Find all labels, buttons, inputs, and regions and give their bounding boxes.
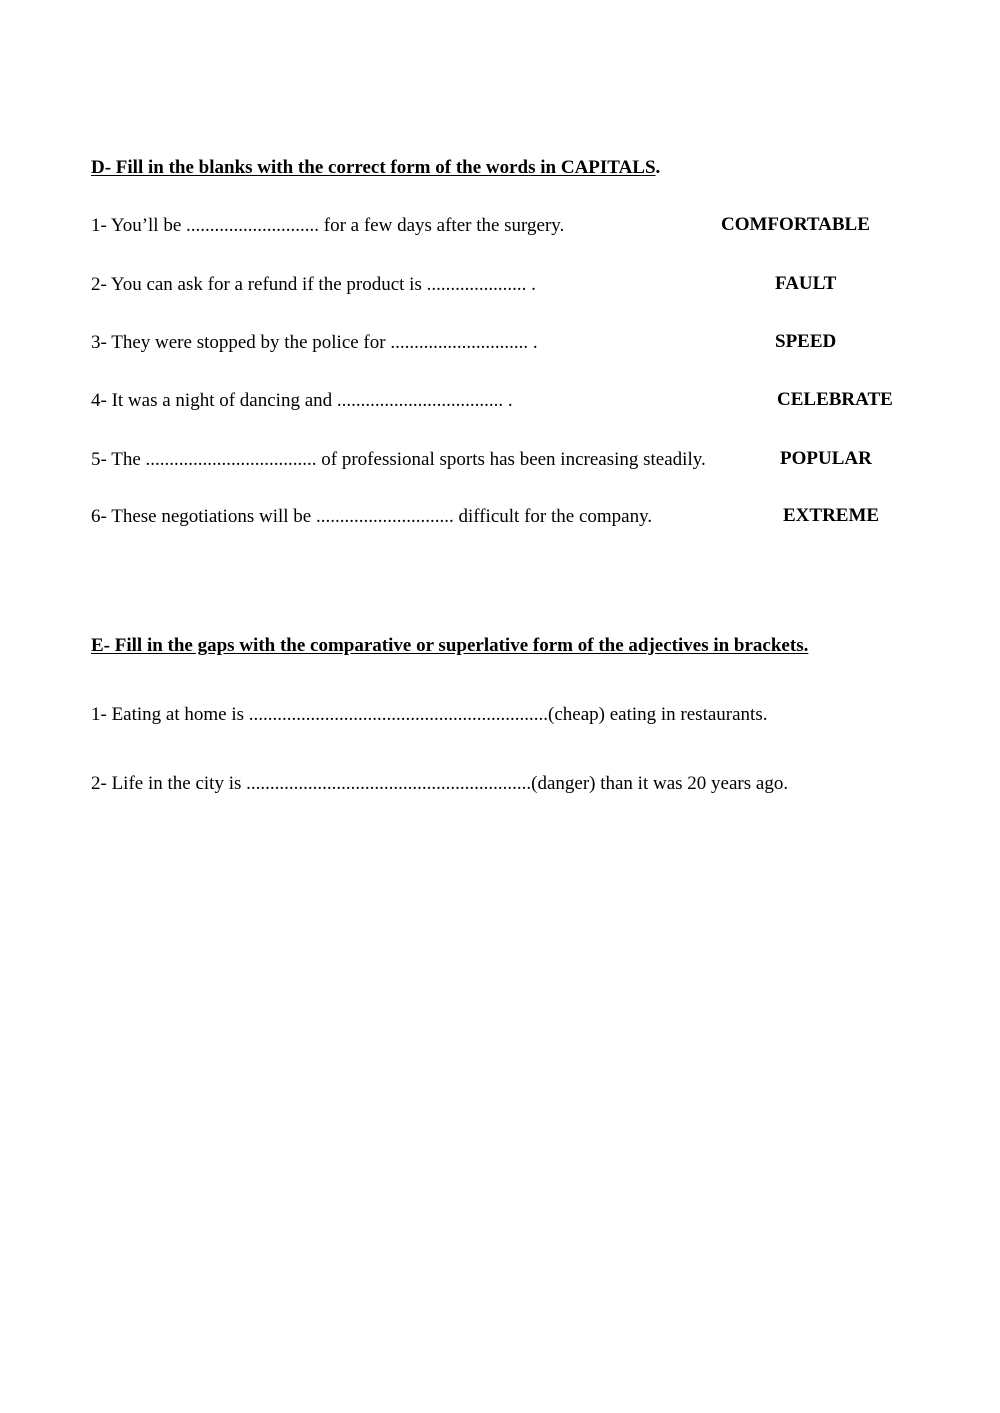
section-d-item-6: 6- These negotiations will be ............................. difficult for the company. (91, 506, 653, 527)
section-e-item-1: 1- Eating at home is ...............................................................(cheap) eating in restaurants. (91, 704, 768, 725)
section-d-word-5: POPULAR (780, 448, 872, 469)
section-e-heading-text: E- Fill in the gaps with the comparative or superlative form of the adjectives in brackets. (91, 635, 809, 656)
section-d-item-2: 2- You can ask for a refund if the product is ..................... . (91, 274, 536, 295)
section-d-item-3: 3- They were stopped by the police for ............................. . (91, 332, 538, 353)
section-d-heading-period: . (655, 157, 661, 178)
section-d-item-5: 5- The .................................... of professional sports has been increasing steadily. (91, 449, 706, 470)
section-d-word-2: FAULT (775, 273, 837, 294)
section-d-item-1: 1- You’ll be ............................ for a few days after the surgery. (91, 215, 565, 236)
section-e-item-2: 2- Life in the city is ............................................................(danger) than it was 20 years ago. (91, 773, 789, 794)
section-d-item-4: 4- It was a night of dancing and ................................... . (91, 390, 513, 411)
section-d-word-3: SPEED (775, 331, 837, 352)
section-d-word-6: EXTREME (783, 505, 880, 526)
section-d-word-1: COMFORTABLE (721, 214, 870, 235)
section-d-heading-text: D- Fill in the blanks with the correct form of the words in CAPITALS (91, 157, 656, 178)
section-d-heading (91, 158, 660, 177)
section-e-heading (91, 636, 808, 655)
section-d-word-4: CELEBRATE (777, 389, 893, 410)
